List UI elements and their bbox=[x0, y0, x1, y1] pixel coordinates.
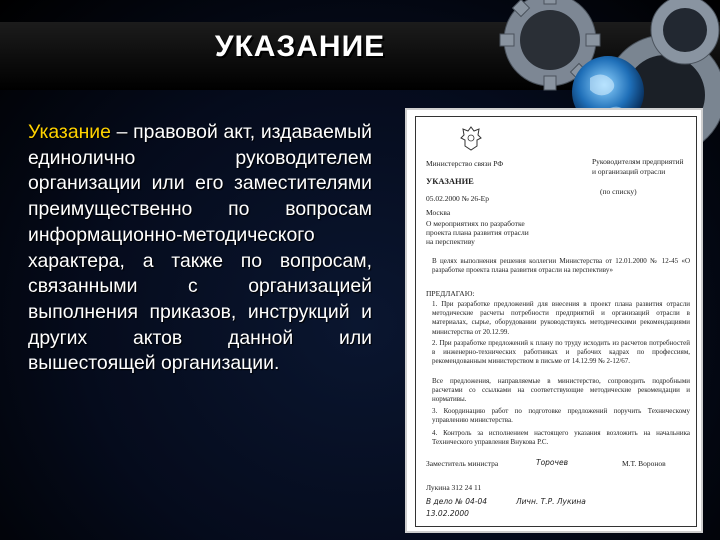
doc-place: Москва bbox=[426, 208, 451, 217]
doc-note-1: В дело № 04-04 bbox=[426, 497, 488, 506]
document-frame bbox=[415, 116, 697, 527]
definition-text bbox=[28, 120, 372, 377]
definition-body: – правовой акт, издаваемый единолично руководителем организации или его заместителями преимущественно по вопросам информационно-методического характера, а также по вопросам, связанными с организацией выполнения приказов, инструкций и других актов данной или вышестоящей организации. bbox=[28, 121, 372, 375]
definition-term: Указание bbox=[28, 121, 111, 143]
doc-item-3: 3. Координацию работ по подготовке предложений поручить Техническому управлению министерства. bbox=[432, 407, 690, 425]
doc-item-2: 2. При разработке предложений к плану по труду исходить из расчетов потребностей в инженерно-технических работниках и рабочих кадрах по профессиям, рекомендованным министерством в письме от 14.12.99 № 2-12/67. bbox=[432, 339, 690, 366]
doc-item-2b: Все предложения, направляемые в министерство, сопроводить подробными расчетами со ссылками на соответствующие методические рекомендации и нормативы. bbox=[432, 377, 690, 404]
document-sample-image bbox=[405, 108, 703, 533]
doc-date-number: 05.02.2000 № 26-Ер bbox=[426, 194, 489, 203]
doc-subject: О мероприятиях по разработке проекта плана развития отрасли на перспективу bbox=[426, 219, 529, 246]
doc-ministry: Министерство связи РФ bbox=[426, 159, 504, 168]
doc-preamble: В целях выполнения решения коллегии Министерства от 12.01.2000 № 12-45 «О разработке проекта плана развития отрасли на перспективу» bbox=[432, 257, 690, 275]
doc-signer-title: Заместитель министра bbox=[426, 459, 499, 468]
doc-addressee-line1: Руководителям предприятий bbox=[592, 157, 684, 166]
doc-propose: ПРЕДЛАГАЮ: bbox=[426, 289, 475, 298]
doc-item-4: 4. Контроль за исполнением настоящего указания возложить на начальника Технического управления Внукова Р.С. bbox=[432, 429, 690, 447]
doc-signer-name: М.Т. Воронов bbox=[622, 459, 666, 468]
doc-addressee-line2: и организаций отрасли bbox=[592, 167, 666, 176]
doc-item-1: 1. При разработке предложений для внесения в проект плана развития отрасли методические расчеты потребности предприятий и организаций отрасли в материалах, сырье, оборудовании руководствуясь методическими рекомендациями министерства от 20.12.99. bbox=[432, 300, 690, 336]
doc-type: УКАЗАНИЕ bbox=[426, 176, 474, 186]
coat-of-arms-icon bbox=[460, 125, 482, 151]
doc-note-2: Личн. Т.Р. Лукина bbox=[516, 497, 586, 506]
slide-title: УКАЗАНИЕ bbox=[214, 30, 386, 63]
doc-note-3: 13.02.2000 bbox=[426, 509, 469, 518]
doc-signature: Торочев bbox=[536, 458, 568, 467]
doc-executor: Лукина 312 24 11 bbox=[426, 483, 482, 492]
doc-addressee-list: (по списку) bbox=[600, 187, 637, 196]
